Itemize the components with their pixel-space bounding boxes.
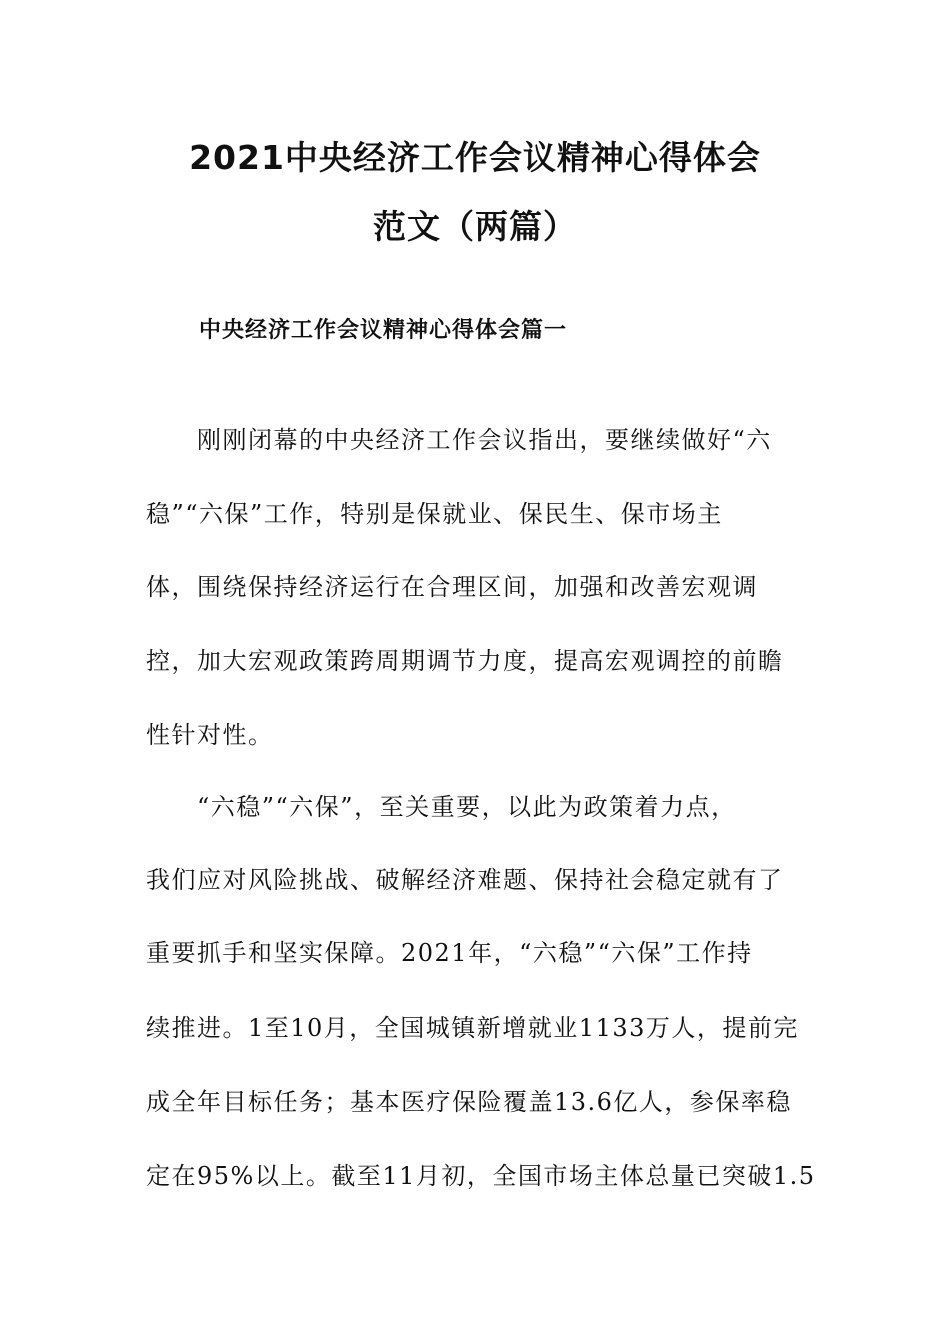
section-heading: 中央经济工作会议精神心得体会篇一 [199, 318, 568, 343]
paragraph-line: 稳”“六保”工作，特别是保就业、保民生、保市场主 [146, 500, 723, 528]
paragraph-line: 重要抓手和坚实保障。2021年，“六稳”“六保”工作持 [146, 939, 753, 967]
paragraph-line: 续推进。1至10月，全国城镇新增就业1133万人，提前完 [146, 1014, 799, 1042]
document-title-line-2: 范文（两篇） [373, 207, 577, 246]
document-title-line-1: 2021中央经济工作会议精神心得体会 [189, 138, 761, 177]
paragraph-line: 定在95%以上。截至11月初，全国市场主体总量已突破1.5 [146, 1162, 816, 1190]
paragraph-line: 性针对性。 [146, 721, 274, 749]
paragraph-line: “六稳”“六保”，至关重要，以此为政策着力点， [146, 793, 737, 821]
paragraph-line: 我们应对风险挑战、破解经济难题、保持社会稳定就有了 [146, 866, 784, 894]
paragraph-line: 成全年目标任务；基本医疗保险覆盖13.6亿人，参保率稳 [146, 1088, 792, 1116]
paragraph-line: 控，加大宏观政策跨周期调节力度，提高宏观调控的前瞻 [146, 647, 784, 675]
paragraph-line: 体，围绕保持经济运行在合理区间，加强和改善宏观调 [146, 573, 758, 601]
paragraph-line: 刚刚闭幕的中央经济工作会议指出，要继续做好“六 [146, 426, 772, 454]
